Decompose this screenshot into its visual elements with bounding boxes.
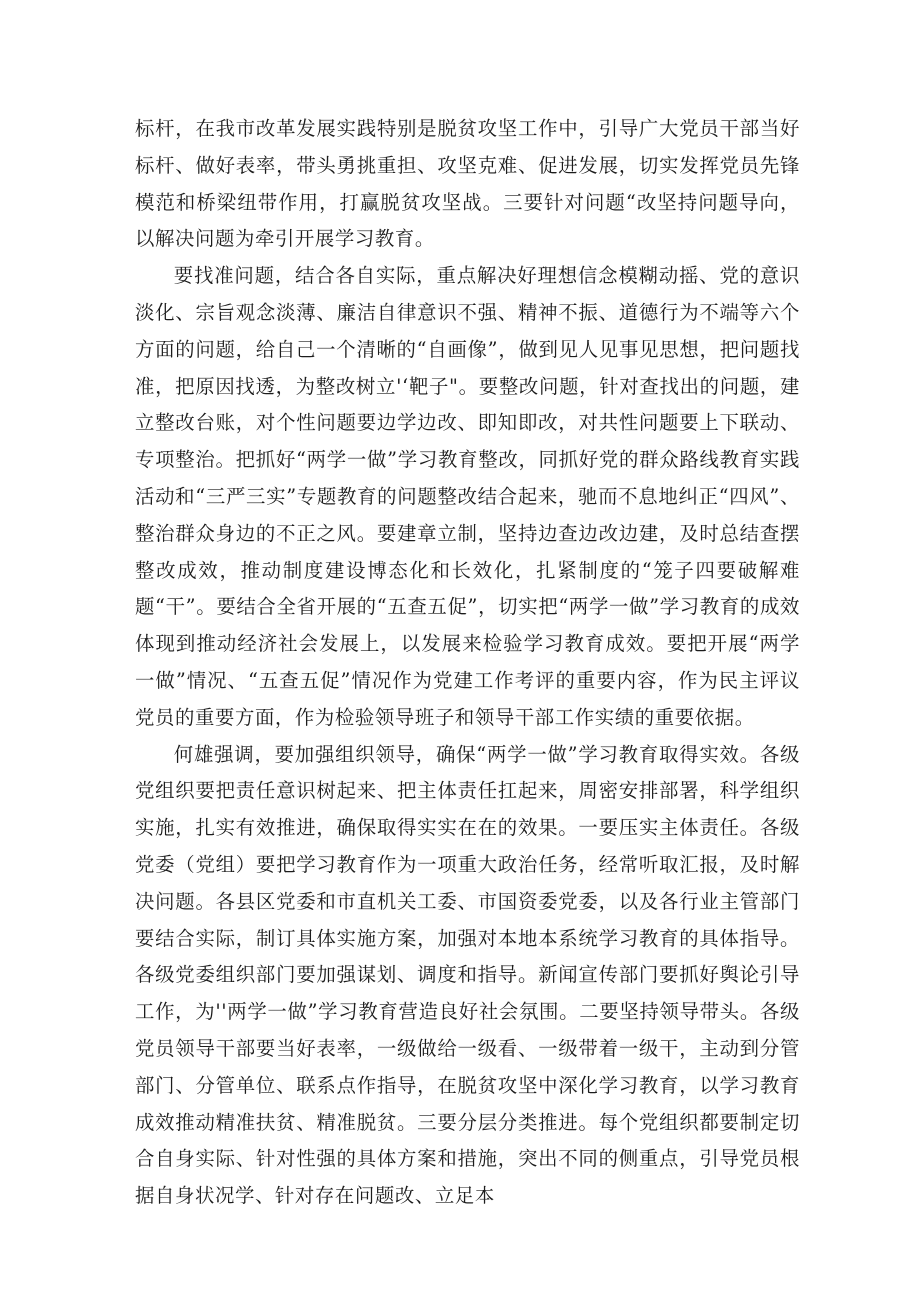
paragraph-1: 标杆，在我市改革发展实践特别是脱贫攻坚工作中，引导广大党员干部当好标杆、做好表率，带头勇挑重担、攻坚克难、促进发展，切实发挥党员先锋模范和桥梁纽带作用，打赢脱贫攻坚战。三要针对问题“改坚持问题导向，以解决问题为牵引开展学习教育。 — [135, 117, 800, 251]
paragraph-2: 要找准问题，结合各自实际，重点解决好理想信念模糊动摇、党的意识淡化、宗旨观念淡薄、廉洁自律意识不强、精神不振、道德行为不端等六个方面的问题，给自己一个清晰的“自画像”，做到见人见事见思想，把问题找准，把原因找透，为整改树立'‘靶子"。要整改问题，针对查找出的问题，建立整改台账，对个性问题要边学边改、即知即改，对共性问题要上下联动、专项整治。把抓好“两学一做”学习教育整改，同抓好党的群众路线教育实践活动和“三严三实”专题教育的问题整改结合起来，驰而不息地纠正“四风”、整治群众身边的不正之风。要建章立制，坚持边查边改边建，及时总结查摆整改成效，推动制度建设博态化和长效化，扎紧制度的“笼子四要破解难题“干”。要结合全省开展的“五查五促”，切实把“两学一做”学习教育的成效体现到推动经济社会发展上，以发展来检验学习教育成效。要把开展“两学一做”情况、“五查五促”情况作为党建工作考评的重要内容，作为民主评议党员的重要方面，作为检验领导班子和领导干部工作实绩的重要依据。 — [135, 264, 800, 729]
paragraph-3: 何雄强调，要加强组织领导，确保“两学一做”学习教育取得实效。各级党组织要把责任意识树起来、把主体责任扛起来，周密安排部署，科学组织实施，扎实有效推进，确保取得实实在在的效果。一要压实主体责任。各级党委（党组）要把学习教育作为一项重大政治任务，经常听取汇报，及时解决问题。各县区党委和市直机关工委、市国资委党委，以及各行业主管部门要结合实际，制订具体实施方案，加强对本地本系统学习教育的具体指导。各级党委组织部门要加强谋划、调度和指导。新闻宣传部门要抓好舆论引导工作，为''两学一做”学习教育营造良好社会氛围。二要坚持领导带头。各级党员领导干部要当好表率，一级做给一级看、一级带着一级干，主动到分管部门、分管单位、联系点作指导，在脱贫攻坚中深化学习教育，以学习教育成效推动精准扶贫、精准脱贫。三要分层分类推进。每个党组织都要制定切合自身实际、针对性强的具体方案和措施，突出不同的侧重点，引导党员根据自身状况学、针对存在问题改、立足本 — [135, 742, 800, 1208]
document-body — [135, 111, 800, 1215]
